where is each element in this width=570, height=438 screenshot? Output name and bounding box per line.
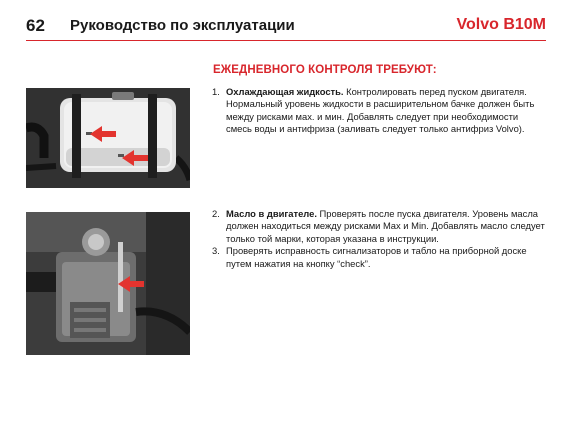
manual-title: Руководство по эксплуатации — [70, 17, 295, 34]
brand-model: Volvo B10M — [456, 16, 546, 33]
item-term: Масло в двигателе. — [226, 208, 317, 219]
coolant-tank-photo — [26, 88, 190, 188]
item-number: 1. — [212, 86, 220, 97]
daily-checks-list-a — [212, 86, 546, 136]
item-text: Контролировать перед пуском двигателя. Нормальный уровень жидкости в расширительном бачке должен быть между рисками мах. и мин. Добавлять следует при необходимости смесь воды и антифриза (заливать следует только антифриз Volvo). — [226, 86, 535, 135]
page-header — [26, 14, 546, 40]
item-number: 2. — [212, 208, 220, 219]
page-number: 62 — [26, 16, 45, 35]
header-divider — [26, 40, 546, 41]
list-item — [212, 208, 546, 245]
item-number: 3. — [212, 245, 220, 257]
engine-oil-photo — [26, 212, 190, 355]
section-heading: ЕЖЕДНЕВНОГО КОНТРОЛЯ ТРЕБУЮТ: — [213, 64, 437, 76]
item-text: Проверять после пуска двигателя. Уровень масла должен находиться между рисками Max и Min. Добавлять масло следует только той марки, которая указана в инструкции. — [226, 208, 545, 244]
list-item — [212, 86, 546, 136]
list-item — [212, 245, 546, 270]
daily-checks-list-b — [212, 208, 546, 270]
item-text: Проверять исправность сигнализаторов и табло на приборной доске путем нажатия на кнопку “check”. — [226, 245, 527, 269]
item-term: Охлаждающая жидкость. — [226, 86, 344, 97]
